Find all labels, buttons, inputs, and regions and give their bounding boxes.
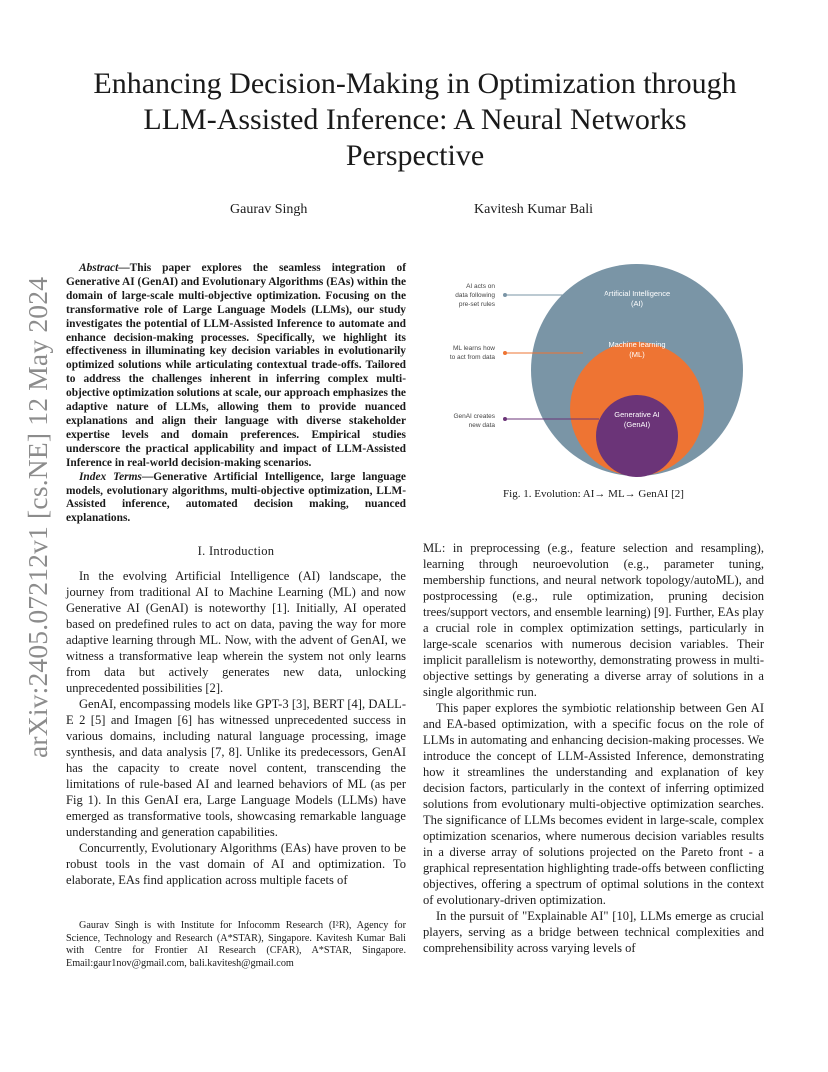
intro-paragraph-1: In the evolving Artificial Intelligence (AI) landscape, the journey from traditional AI to Machine Learning (ML) and now Generative AI (GenAI) is noteworthy [1]. Initially, AI operated based on predefined rules to act on data, paving the way for more adaptive learning through ML. Now, with the advent of GenAI, we witness a transformative leap wherein the system not only learns from data but actively generates new data, unlocking unprecedented possibilities [2]. <box>66 569 406 696</box>
ai-circle-label-2: (AI) <box>630 299 644 308</box>
footnote-text: Gaurav Singh is with Institute for Infocomm Research (I²R), Agency for Science, Technology and Research (A*STAR), Singapore. Kavitesh Kumar Bali with Centre for Frontier AI Research (CFAR), A*STAR, Singapore. Email:gaur1nov@gmail.com, bali.kavitesh@gmail.com <box>66 920 406 969</box>
ml-callout-dot <box>503 351 507 355</box>
introduction-body <box>66 568 406 888</box>
abstract-label: Abstract <box>79 262 119 274</box>
genai-callout-line-1: GenAI creates <box>453 413 495 420</box>
genai-circle-label-2: (GenAI) <box>623 420 651 429</box>
index-terms-label: Index Terms <box>79 470 142 483</box>
arxiv-identifier <box>22 278 52 758</box>
ai-callout-line-1: AI acts on <box>466 283 495 290</box>
author-footnote <box>66 920 406 970</box>
index-terms-text: —Generative Artificial Intelligence, large language models, evolutionary algorithms, multi-objective optimization, LLM-Assisted inference, automated decision making, nuanced explanations. <box>66 470 406 525</box>
intro-paragraph-2: GenAI, encompassing models like GPT-3 [3], BERT [4], DALL-E 2 [5] and Imagen [6] has witnessed unprecedented success in various domains, including natural language processing, image synthesis, and data analysis [7, 8]. Unlike its predecessors, GenAI has the capacity to create novel content, transcending the limitations of rule-based AI and learned behaviors of ML (as per Fig 1). In this GenAI era, Large Language Models (LLMs) have emerged as transformative tools, showcasing remarkable language understanding and generation capabilities. <box>66 697 406 840</box>
abstract-text: —This paper explores the seamless integration of Generative AI (GenAI) and Evolutionary Algorithms (EAs) within the domain of large-scale multi-objective optimization. Focusing on the transformative role of Large Language Models (LLMs), our study investigates the potential of LLM-Assisted Inference to automate and enhance decision-making processes. Specifically, we highlight its effectiveness in illuminating key decision variables in evolutionarily optimized solutions while articulating contextual trade-offs. Tailored to address the challenges inherent in inferring complex multi-objective optimization solutions at scale, our approach emphasizes the adaptive nature of LLMs, allowing them to provide nuanced explanations and align their language with diverse stakeholder expertise levels and domain preferences. Empirical studies underscore the practical applicability and impact of LLM-Assisted Inference in real-world decision-making scenarios. <box>66 262 406 469</box>
ml-callout-line-2: to act from data <box>449 354 495 361</box>
right-paragraph-1: ML: in preprocessing (e.g., feature selection and resampling), learning through neuroevolution (e.g., parameter tuning, membership functions, and neural network topology/autoML), and postprocessing (e.g., rule optimization, pruning decision trees/support vectors, and ensemble learning) [9]. Further, EAs play a crucial role in complex optimization settings, particularly in large-scale scenarios with numerous decision variables. Their implicit parallelism is noteworthy, demonstrating prowess in multi-objective settings by generating a diverse array of solutions in a single algorithmic run. <box>423 541 764 699</box>
genai-circle-label-1: Generative AI <box>614 410 660 419</box>
evolution-diagram <box>423 262 764 492</box>
ml-circle-label-1: Machine learning <box>608 340 666 349</box>
genai-callout-dot <box>503 417 507 421</box>
figure-1 <box>423 262 764 512</box>
intro-paragraph-3: Concurrently, Evolutionary Algorithms (EAs) have proven to be robust tools in the vast domain of AI and optimization. To elaborate, EAs find application across multiple facets of <box>66 841 406 888</box>
author-2: Kavitesh Kumar Bali <box>474 202 593 217</box>
ai-circle-label-1: Artificial Intelligence <box>603 289 671 298</box>
ai-callout-line-3: pre-set rules <box>458 301 495 308</box>
right-paragraph-3: In the pursuit of "Explainable AI" [10], LLMs emerge as crucial players, serving as a bridge between technical complexities and comprehensibility across varying levels of <box>423 909 764 955</box>
author-1: Gaurav Singh <box>230 202 308 217</box>
ml-circle-label-2: (ML) <box>629 350 645 359</box>
ml-callout-line-1: ML learns how <box>452 345 495 352</box>
genai-callout-line-2: new data <box>468 422 495 429</box>
right-body <box>423 540 764 956</box>
ai-callout-line-2: data following <box>455 292 495 299</box>
section-title-introduction: I. Introduction <box>197 544 275 559</box>
ai-callout-dot <box>503 293 507 297</box>
arxiv-id-text: arXiv:2405.07212v1 [cs.NE] 12 May 2024 <box>22 276 53 758</box>
genai-circle <box>596 395 678 477</box>
right-column <box>423 540 764 956</box>
paper-title: Enhancing Decision-Making in Optimization through LLM-Assisted Inference: A Neural Networks Perspective <box>93 67 737 172</box>
figure-caption: Fig. 1. Evolution: AI→ ML→ GenAI [2] <box>503 488 684 500</box>
abstract-block <box>66 262 406 526</box>
right-paragraph-2: This paper explores the symbiotic relationship between Gen AI and EA-based optimization, with a specific focus on the role of LLMs in automating and enhancing decision-making processes. We introduce the concept of LLM-Assisted Inference, demonstrating how it streamlines the understanding and explanation of key decision factors, particularly in the context of inferring optimized solutions from evolutionary multi-objective optimization searches. The significance of LLMs becomes evident in large-scale, complex optimization scenarios, where numerous decision variables results in a diverse array of solutions projected on the Pareto front - a graphical representation highlighting trade-offs between conflicting objectives, offering a spectrum of optimal solutions in the context of evolutionary-driven optimization. <box>423 701 764 907</box>
left-column <box>66 262 406 888</box>
